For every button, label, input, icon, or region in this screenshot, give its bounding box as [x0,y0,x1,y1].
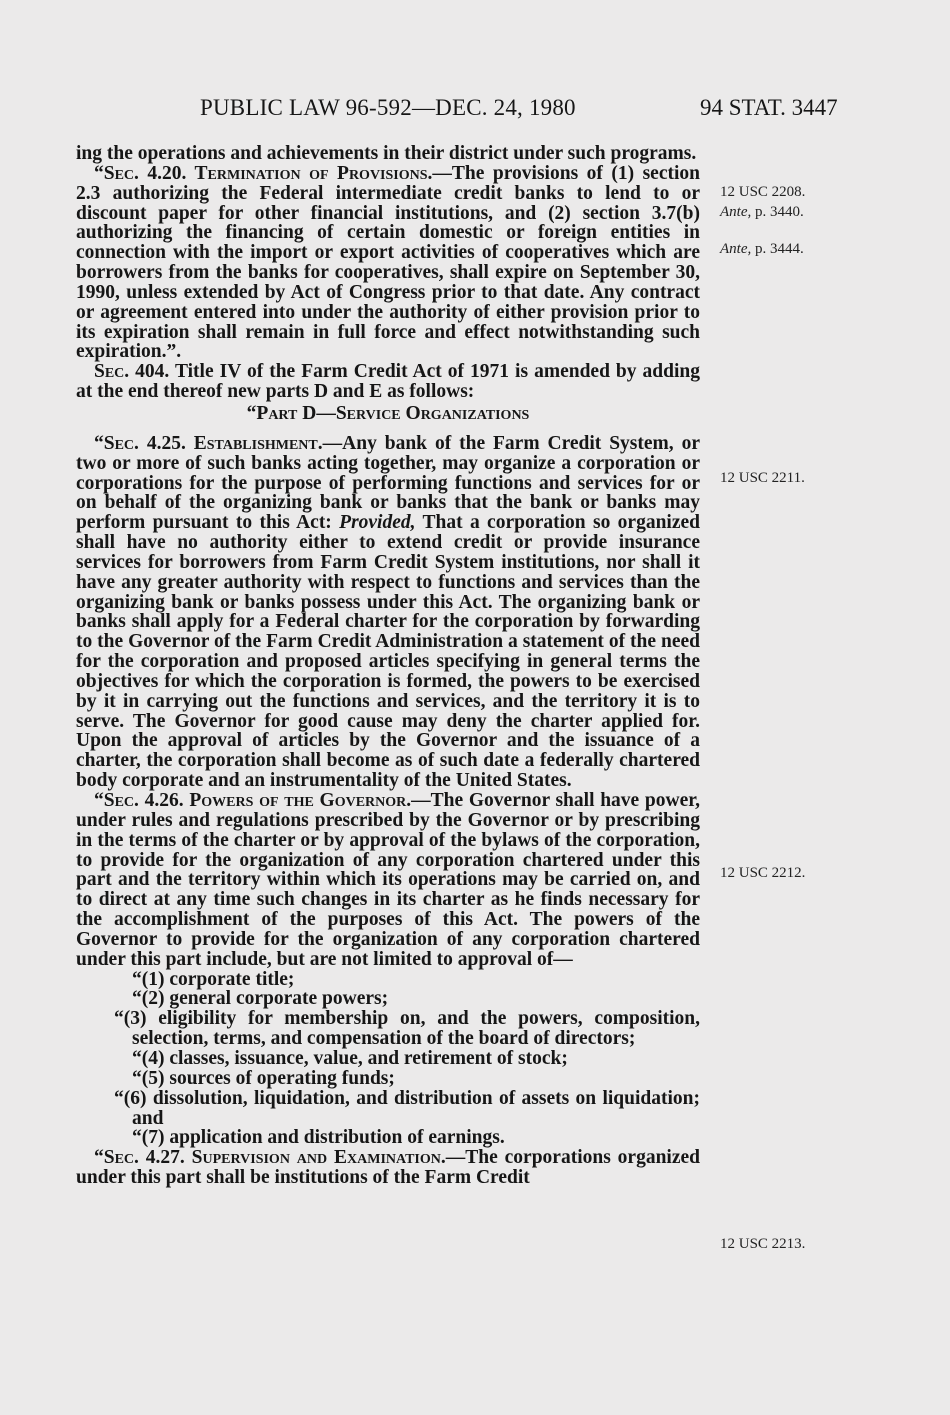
paragraph-sec-404 [76,362,700,402]
list-item: “(7) application and distribution of earnings. [132,1127,505,1149]
section-text-4-25-a: —Any bank of the Farm Credit System, or two or more of such banks acting together, may organize a corporation or corporations for the purpose of performing functions and services for or on behalf of the organizing bank or banks that the bank or banks may perform pursuant to this Act: [76,432,700,534]
section-heading-4-27: “Sec. 4.27. Supervision and Examination. [94,1147,446,1169]
margin-note-ante-word: Ante, [720,204,752,220]
paragraph-sec-4-25 [76,434,700,791]
section-heading-4-20: “Sec. 4.20. Termination of Provisions. [94,162,433,184]
list-item: “(1) corporate title; [132,968,295,990]
margin-note-page: p. 3444. [751,241,804,257]
section-text-4-20: —The provisions of (1) section 2.3 authorizing the Federal intermediate credit banks to lend to or discount paper for other financial institutions, and (2) section 3.7(b) authorizing the financing of certain domestic or foreign entities in connection with the import or export activities of cooperatives which are borrowers from the banks for cooperatives, shall expire on September 30, 1990, unless extended by Act of Congress prior to that date. Any contract or agreement entered into under the authority of either provision prior to its expiration shall remain in full force and effect notwithstanding such expiration.”. [76,162,700,363]
list-item: “(6) dissolution, liquidation, and distribution of assets on liquidation; and [114,1087,700,1129]
margin-note-page: p. 3440. [751,204,804,220]
list-item: “(5) sources of operating funds; [132,1067,395,1089]
margin-note-usc-2213: 12 USC 2213. [720,1236,806,1252]
running-header-title: PUBLIC LAW 96-592—DEC. 24, 1980 [200,95,576,120]
margin-note-ante-word: Ante, [720,241,752,257]
paragraph-sec-4-20 [76,164,700,362]
list-item: “(2) general corporate powers; [132,988,389,1010]
running-header-page-number: 94 STAT. 3447 [700,95,838,120]
statute-body [76,144,700,1188]
margin-note-usc-2212: 12 USC 2212. [720,865,806,881]
paragraph-sec-4-26 [76,791,700,970]
paragraph-sec-4-27 [76,1148,700,1188]
part-heading: “Part D—Service Organizations [246,402,530,424]
section-text-4-26: —The Governor shall have power, under rules and regulations prescribed by the Governor or by prescribing in the terms of the charter or by approval of the bylaws of the corporation, to provide for the organization of any corporation chartered under this part and the territory within which its operations may be carried on, and to direct at any time such changes in its charter as he finds necessary for the accomplishment of the purposes of this Act. The powers of the Governor to provide for the organization of any corporation chartered under this part include, but are not limited to approval of— [76,790,700,970]
list-item: “(4) classes, issuance, value, and retirement of stock; [132,1047,568,1069]
section-heading-4-26: “Sec. 4.26. Powers of the Governor. [94,790,412,811]
margin-note-ante-3444 [720,241,804,258]
paragraph-continuation: ing the operations and achievements in their district under such programs. [76,143,697,164]
section-text-404: 404. Title IV of the Farm Credit Act of 1971 is amended by adding at the end thereof new parts D and E as follows: [76,361,700,403]
section-heading-4-25: “Sec. 4.25. Establishment. [94,432,323,454]
section-text-4-27: —The corporations organized under this part shall be institutions of the Farm Credit [76,1147,700,1189]
section-label-404: Sec. [94,361,130,383]
margin-note-usc-2211: 12 USC 2211. [720,470,805,486]
margin-note-ante-3440 [720,204,804,221]
section-text-4-25-b: That a corporation so organized shall have no authority either to extend credit or provide insurance services for borrowers from Farm Credit System institutions, nor shall it have any greater authority with respect to functions and services than the organizing bank or banks possess under this Act. The organizing bank or banks shall apply for a Federal charter for the corporation by forwarding to the Governor of the Farm Credit Administration a statement of the need for the corporation and proposed articles specifying in general terms the objectives for which the corporation is formed, the powers to be exercised by it in carrying out the functions and services, and the territory it is to serve. The Governor for good cause may deny the charter applied for. Upon the approval of articles by the Governor and the issuance of a charter, the corporation shall become as of such date a federally chartered body corporate and an instrumentality of the United States. [76,512,700,792]
margin-note-usc-2208: 12 USC 2208. [720,184,806,200]
proviso-word: Provided, [339,512,416,534]
list-item: “(3) eligibility for membership on, and the powers, composition, selection, terms, and compensation of the board of directors; [114,1008,700,1050]
